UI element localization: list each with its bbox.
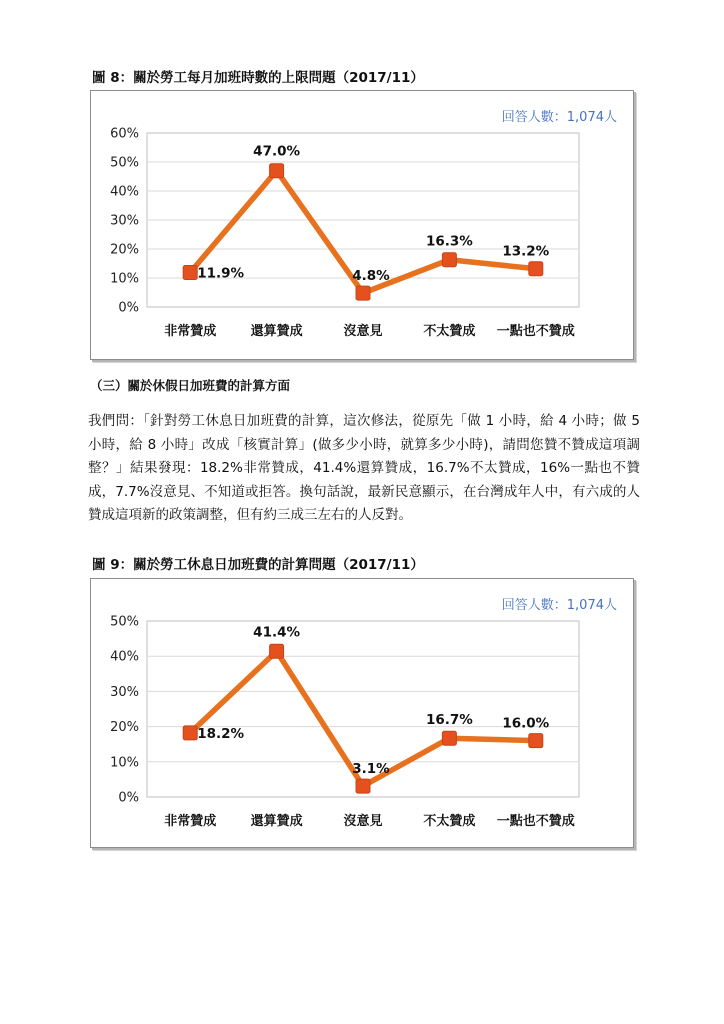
data-label: 13.2% — [502, 243, 550, 260]
data-label: 16.0% — [502, 715, 550, 732]
y-tick-label: 30% — [110, 684, 139, 700]
data-label: 3.1% — [352, 761, 390, 778]
data-label: 47.0% — [253, 143, 301, 160]
data-point-marker — [183, 265, 197, 279]
figure-9-caption: 圖 9：關於勞工休息日加班費的計算問題（2017/11） — [92, 557, 424, 573]
data-point-marker — [270, 644, 284, 658]
data-point-marker — [529, 262, 543, 276]
y-tick-label: 0% — [118, 300, 139, 316]
x-category-label: 非常贊成 — [164, 814, 217, 829]
x-category-label: 沒意見 — [343, 324, 383, 339]
x-category-label: 還算贊成 — [250, 324, 303, 339]
data-point-marker — [442, 253, 456, 267]
respondents-count: 回答人數：1,074人 — [501, 110, 617, 125]
figure-8-svg — [91, 91, 633, 359]
y-tick-label: 20% — [110, 242, 139, 258]
data-point-marker — [356, 286, 370, 300]
figure-9-chart — [90, 578, 634, 848]
figure-8-chart — [90, 90, 634, 360]
y-tick-label: 30% — [110, 213, 139, 229]
x-category-label: 一點也不贊成 — [496, 324, 575, 339]
data-point-marker — [183, 726, 197, 740]
data-label: 16.7% — [425, 712, 473, 729]
x-category-label: 非常贊成 — [164, 324, 217, 339]
x-category-label: 還算贊成 — [250, 814, 303, 829]
y-tick-label: 40% — [110, 649, 139, 665]
y-tick-label: 40% — [110, 184, 139, 200]
data-point-marker — [270, 164, 284, 178]
data-label: 18.2% — [197, 725, 245, 742]
y-tick-label: 20% — [110, 720, 139, 736]
data-label: 11.9% — [197, 265, 245, 282]
x-category-label: 不太贊成 — [423, 324, 476, 339]
y-tick-label: 10% — [110, 755, 139, 771]
x-category-label: 不太贊成 — [423, 814, 476, 829]
y-tick-label: 60% — [110, 126, 139, 142]
y-tick-label: 10% — [110, 271, 139, 287]
y-tick-label: 50% — [110, 614, 139, 630]
section-heading: （三）關於休假日加班費的計算方面 — [90, 378, 291, 393]
data-label: 41.4% — [253, 624, 301, 641]
data-label: 4.8% — [352, 268, 390, 285]
data-label: 16.3% — [425, 233, 473, 250]
data-point-marker — [442, 731, 456, 745]
y-tick-label: 0% — [118, 790, 139, 806]
respondents-count: 回答人數：1,074人 — [501, 598, 617, 613]
x-category-label: 沒意見 — [343, 814, 383, 829]
figure-8-caption: 圖 8：關於勞工每月加班時數的上限問題（2017/11） — [92, 70, 424, 86]
body-paragraph: 我們問：「針對勞工休息日加班費的計算，這次修法，從原先「做 1 小時，給 4 小時；做 5 小時，給 8 小時」改成「核實計算」(做多少小時，就算多少小時)，請問您贊不贊成這項調整？」結果發現：18.2%非常贊成，41.4%還算贊成，16.7%不太贊成，16%一點也不贊成，7.7%沒意見、不知道或拒答。換句話說，最新民意顯示，在台灣成年人中，有六成的人贊成這項新的政策調整，但有約三成三左右的人反對。 — [88, 413, 640, 524]
figure-9-svg — [91, 579, 633, 847]
data-point-marker — [356, 779, 370, 793]
data-point-marker — [529, 734, 543, 748]
y-tick-label: 50% — [110, 155, 139, 171]
x-category-label: 一點也不贊成 — [496, 814, 575, 829]
